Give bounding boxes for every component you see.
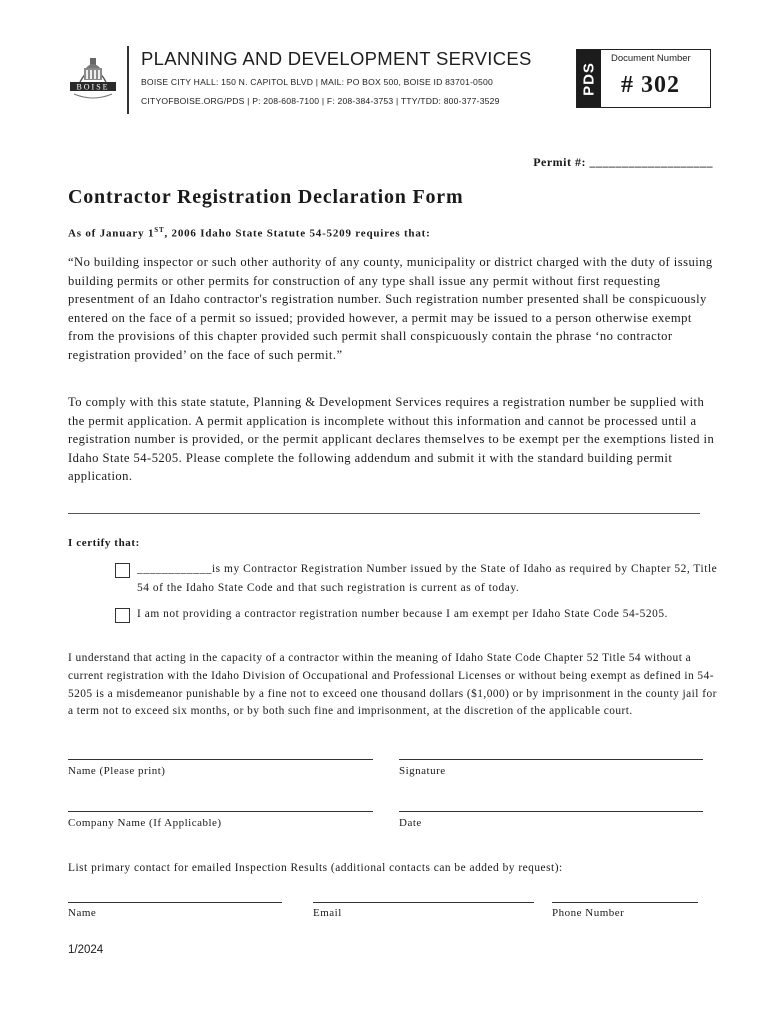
pds-badge: PDS (577, 50, 601, 107)
signature-label: Signature (399, 765, 446, 777)
permit-number-field[interactable]: Permit #: ___________________ (533, 155, 713, 169)
form-title: Contractor Registration Declaration Form (68, 186, 464, 208)
company-name-line[interactable] (68, 811, 373, 812)
name-print-line[interactable] (68, 759, 373, 760)
name-print-label: Name (Please print) (68, 765, 166, 777)
registration-number-option: ____________is my Contractor Registration Number issued by the State of Idaho as required by Chapter 52, Title 54 of the Idaho State Code and that such registration is current as of today. (137, 563, 718, 594)
org-address: BOISE CITY HALL: 150 N. CAPITOL BLVD | MAIL: PO BOX 500, BOISE ID 83701-0500 (141, 77, 493, 87)
document-number-label: Document Number (611, 53, 691, 64)
registration-number-checkbox[interactable] (115, 563, 130, 578)
document-number: # 302 (621, 72, 680, 98)
certify-label: I certify that: (68, 537, 140, 549)
header-divider (127, 46, 129, 114)
date-label: Date (399, 817, 422, 829)
understanding-paragraph: I understand that acting in the capacity of a contractor within the meaning of Idaho State Code Chapter 52 Title 54 without a current registration with the Idaho Division of Occupational and Professional Licenses or without being exempt as defined in 54-5205 is a misdemeanor punishable by a fine not to exceed one thousand dollars ($1,000) or by imprisonment in the county jail for a term not to exceed six months, or by both such fine and imprisonment, at the discretion of the applicable court. (68, 652, 717, 718)
document-number-box (576, 49, 711, 108)
exempt-checkbox[interactable] (115, 608, 130, 623)
contact-email-label: Email (313, 907, 342, 919)
contact-phone-label: Phone Number (552, 907, 625, 919)
contact-email-line[interactable] (313, 902, 534, 903)
footer-revision-date: 1/2024 (68, 944, 104, 956)
contact-prompt: List primary contact for emailed Inspection Results (additional contacts can be added by request): (68, 862, 563, 874)
contact-name-line[interactable] (68, 902, 282, 903)
statute-intro: As of January 1ST, 2006 Idaho State Statute 54-5209 requires that: (68, 226, 431, 240)
org-contact: CITYOFBOISE.ORG/PDS | P: 208-608-7100 | F: 208-384-3753 | TTY/TDD: 800-377-3529 (141, 96, 500, 106)
org-title: PLANNING AND DEVELOPMENT SERVICES (141, 48, 532, 69)
date-line[interactable] (399, 811, 703, 812)
signature-line[interactable] (399, 759, 703, 760)
exempt-option: I am not providing a contractor registration number because I am exempt per Idaho State Code 54-5205. (137, 608, 668, 620)
compliance-paragraph: To comply with this state statute, Planning & Development Services requires a registration number be supplied with the permit application. A permit application is incomplete without this information and cannot be processed until a registration number is provided, or the permit applicant declares themselves to be exempt per the exemptions listed in Idaho State 54-5205. Please complete the following addendum and submit it with the standard building permit application. (68, 395, 715, 483)
contact-name-label: Name (68, 907, 97, 919)
company-name-label: Company Name (If Applicable) (68, 817, 222, 829)
contact-phone-line[interactable] (552, 902, 698, 903)
city-seal-logo (66, 52, 120, 102)
statute-quote: “No building inspector or such other authority of any county, municipality or district charged with the duty of issuing building permits or other permits for construction of any type shall issue any permit without first requesting presentment of an Idaho contractor's registration number. Such registration number presented shall be conspicuously entered on the face of a permit so issued; provided however, a permit may be issued to a person otherwise exempt from the provisions of this chapter provided such permit shall conspicuously contain the phrase ‘no contractor registration provided’ on the face of such permit.” (68, 255, 713, 362)
section-divider (68, 513, 700, 514)
seal-text: BOISE (76, 82, 110, 92)
